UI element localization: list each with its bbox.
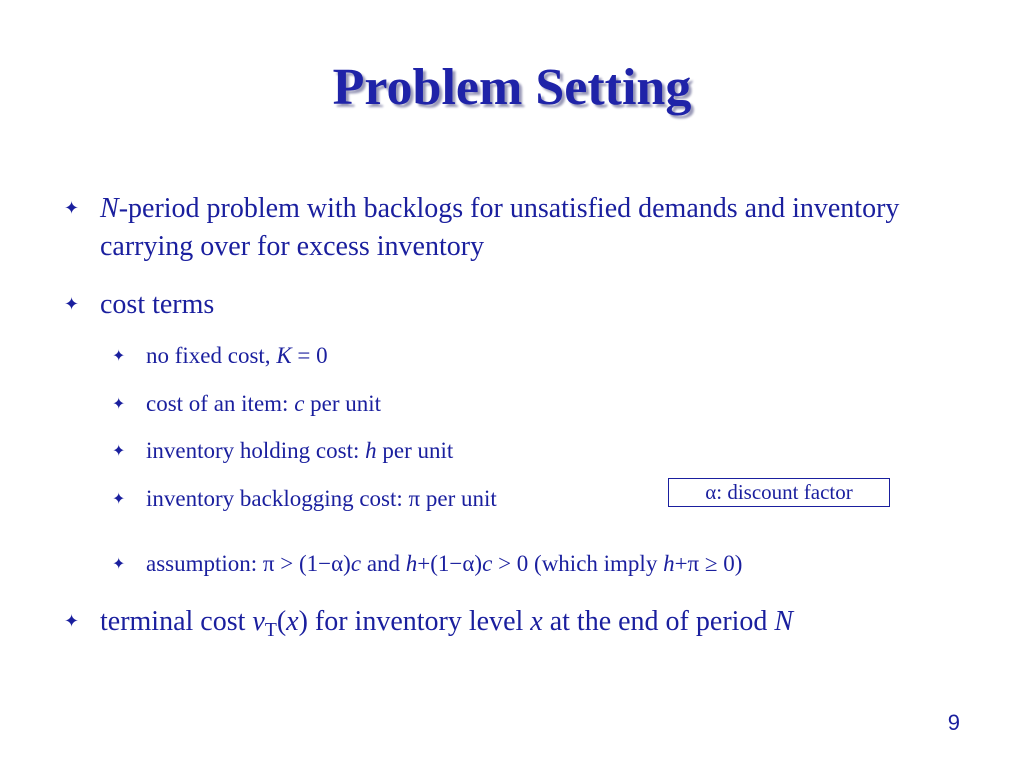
text-part: no fixed cost, <box>146 343 277 368</box>
variable-x: x <box>286 606 299 637</box>
text-part: = 0 <box>291 343 328 368</box>
text-part: inventory holding cost: <box>146 438 366 463</box>
variable-c: c <box>350 551 362 576</box>
star-bullet-icon: ✦ <box>112 489 126 508</box>
variable-x: x <box>530 606 543 637</box>
slide-title: Problem Setting <box>332 59 692 116</box>
sub-bullet-assumption <box>112 549 742 579</box>
star-bullet-icon: ✦ <box>64 611 80 632</box>
sub-bullet-text <box>146 389 381 419</box>
text-part: ( <box>276 606 287 637</box>
sub-bullet-no-fixed-cost <box>112 341 328 371</box>
text-part: cost of an item: <box>146 391 295 416</box>
bullet-item-n-period-problem <box>64 190 960 266</box>
bullet-item-terminal-cost <box>64 603 960 641</box>
star-bullet-icon: ✦ <box>64 198 80 219</box>
variable-n: N <box>774 606 794 637</box>
variable-n: N <box>100 193 119 224</box>
variable-c: c <box>294 391 305 416</box>
bullet-text: cost terms <box>100 289 215 320</box>
variable-v: v <box>252 606 265 637</box>
sub-bullet-backlogging-cost <box>112 484 497 514</box>
variable-c: c <box>482 551 493 576</box>
subscript-t: T <box>264 619 277 641</box>
bullet-item-cost-terms <box>64 286 960 324</box>
text-part: at the end of period <box>542 606 775 637</box>
variable-k: K <box>276 343 292 368</box>
bullet-text <box>100 603 960 641</box>
star-bullet-icon: ✦ <box>64 294 80 315</box>
sub-bullet-text <box>146 549 742 579</box>
star-bullet-icon: ✦ <box>112 394 126 413</box>
sub-bullet-text: inventory backlogging cost: π per unit <box>146 486 497 511</box>
text-part: > 0 (which imply <box>492 551 664 576</box>
sub-bullet-cost-of-item <box>112 389 381 419</box>
variable-h: h <box>365 438 377 463</box>
star-bullet-icon: ✦ <box>112 346 126 365</box>
sub-bullet-text <box>146 341 328 371</box>
variable-h: h <box>405 551 418 576</box>
text-part: per unit <box>304 391 382 416</box>
discount-factor-note: α: discount factor <box>668 478 890 507</box>
star-bullet-icon: ✦ <box>112 554 126 573</box>
sub-bullet-text <box>146 436 453 466</box>
text-part: assumption: π > (1−α) <box>146 551 351 576</box>
text-part: per unit <box>376 438 454 463</box>
bullet-text-part: -period problem with backlogs for unsatisfied demands and inventory carrying over for excess inventory <box>100 193 900 262</box>
text-part: +π ≥ 0) <box>674 551 743 576</box>
page-number: 9 <box>947 710 960 735</box>
star-bullet-icon: ✦ <box>112 441 126 460</box>
bullet-text <box>100 190 960 266</box>
text-part: ) for inventory level <box>298 606 531 637</box>
text-part: and <box>361 551 406 576</box>
text-part: terminal cost <box>100 606 253 637</box>
sub-bullet-holding-cost <box>112 436 453 466</box>
variable-h: h <box>663 551 675 576</box>
text-part: +(1−α) <box>417 551 483 576</box>
